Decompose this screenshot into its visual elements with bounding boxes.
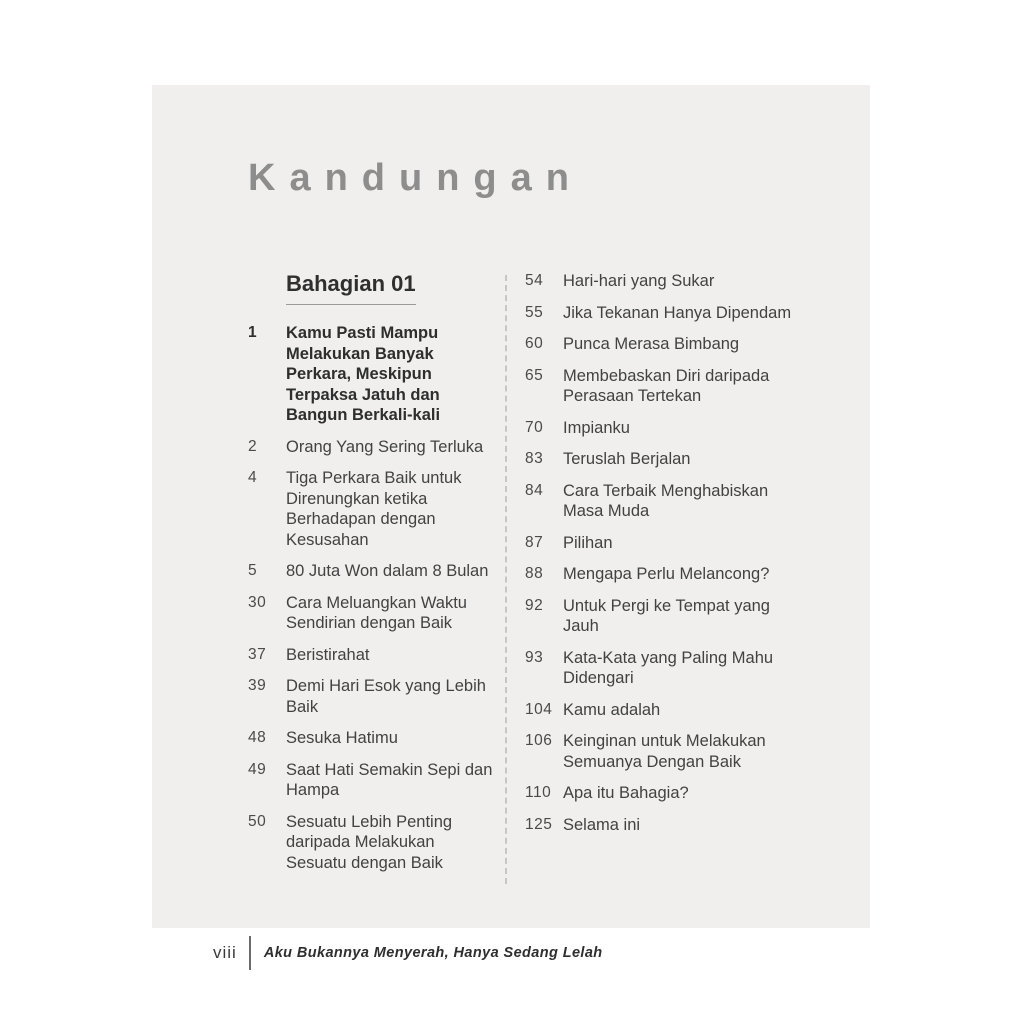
toc-entry	[248, 593, 498, 634]
toc-entry	[525, 303, 805, 324]
entry-page-number: 54	[525, 272, 544, 289]
entry-page-number: 65	[525, 366, 544, 384]
toc-entry	[525, 334, 805, 355]
entry-page-number: 55	[525, 303, 544, 321]
toc-entry	[248, 760, 498, 801]
entry-page-number: 93	[525, 648, 544, 666]
entry-title: Hari-hari yang Sukar	[563, 272, 715, 290]
entry-title: Membebaskan Diri daripada Perasaan Tertekan	[563, 366, 770, 405]
toc-entry	[525, 271, 805, 292]
entry-page-number: 92	[525, 596, 544, 614]
entry-page-number: 48	[248, 729, 267, 746]
entry-page-number: 5	[248, 562, 258, 579]
entry-page-number: 87	[525, 533, 544, 551]
entry-title: Sesuka Hatimu	[286, 729, 398, 747]
toc-entry	[525, 815, 805, 836]
entry-title: Untuk Pergi ke Tempat yang Jauh	[563, 596, 770, 635]
toc-entry	[248, 468, 498, 550]
entry-title: Mengapa Perlu Melancong?	[563, 565, 770, 583]
toc-entry	[525, 648, 805, 689]
toc-entry	[525, 783, 805, 804]
entry-page-number: 49	[248, 760, 267, 778]
entry-title: Cara Meluangkan Waktu Sendirian dengan Baik	[286, 593, 467, 632]
entry-page-number: 50	[248, 812, 267, 830]
entry-page-number: 83	[525, 450, 544, 467]
entry-title: Apa itu Bahagia?	[563, 784, 689, 802]
toc-entry	[248, 728, 498, 749]
toc-entries-left	[248, 323, 498, 873]
book-title: Aku Bukannya Menyerah, Hanya Sedang Lelah	[263, 945, 603, 961]
entry-title: Impianku	[563, 418, 630, 437]
toc-entry	[248, 812, 498, 874]
toc-entries-right	[525, 271, 805, 835]
toc-entry	[525, 366, 805, 407]
entry-title: Saat Hati Semakin Sepi dan Hampa	[286, 760, 493, 799]
entry-title: Tiga Perkara Baik untuk Direnungkan ketika Berhadapan dengan Kesusahan	[286, 469, 462, 549]
entry-title: Teruslah Berjalan	[563, 450, 691, 468]
toc-entry	[525, 596, 805, 637]
entry-page-number: 106	[525, 732, 553, 749]
entry-page-number: 2	[248, 437, 258, 455]
entry-page-number: 39	[248, 677, 267, 694]
entry-title: Kamu Pasti Mampu Melakukan Banyak Perkara, Meskipun Terpaksa Jatuh dan Bangun Berkali-kali	[286, 324, 441, 424]
folio-page-number: viii	[213, 943, 237, 962]
toc-entry	[248, 645, 498, 666]
toc-entry	[248, 437, 498, 458]
entry-page-number: 1	[248, 324, 258, 341]
page-footer	[213, 936, 603, 970]
entry-title: Kata-Kata yang Paling Mahu Didengari	[563, 648, 774, 687]
entry-title: Demi Hari Esok yang Lebih Baik	[286, 677, 486, 716]
entry-page-number: 4	[248, 469, 258, 486]
toc-entry	[248, 676, 498, 717]
toc-column-right	[525, 271, 805, 846]
toc-columns	[248, 271, 870, 884]
entry-page-number: 84	[525, 481, 544, 499]
column-divider	[505, 275, 507, 884]
toc-entry	[525, 418, 805, 439]
entry-title: Kamu adalah	[563, 700, 661, 719]
entry-title: Beristirahat	[286, 645, 370, 664]
footer-divider	[249, 936, 251, 970]
entry-title: Orang Yang Sering Terluka	[286, 437, 484, 456]
entry-title: Selama ini	[563, 815, 641, 834]
toc-entry	[248, 561, 498, 582]
entry-page-number: 104	[525, 700, 553, 718]
entry-title: 80 Juta Won dalam 8 Bulan	[286, 562, 489, 580]
toc-entry	[525, 564, 805, 585]
entry-page-number: 37	[248, 645, 267, 663]
toc-entry	[525, 731, 805, 772]
toc-entry	[248, 323, 498, 426]
entry-title: Keinginan untuk Melakukan Semuanya Dengan Baik	[563, 732, 766, 771]
toc-column-left	[248, 271, 498, 884]
entry-page-number: 60	[525, 335, 544, 352]
page-title: Kandungan	[248, 157, 583, 199]
entry-page-number: 30	[248, 593, 267, 611]
entry-page-number: 88	[525, 565, 544, 582]
section-heading: Bahagian 01	[286, 271, 416, 305]
entry-page-number: 125	[525, 815, 553, 833]
toc-entry	[525, 449, 805, 470]
toc-entry	[525, 700, 805, 721]
entry-title: Punca Merasa Bimbang	[563, 335, 740, 353]
entry-title: Sesuatu Lebih Penting daripada Melakukan Sesuatu dengan Baik	[286, 812, 453, 872]
toc-entry	[525, 481, 805, 522]
entry-page-number: 110	[525, 784, 552, 801]
entry-title: Jika Tekanan Hanya Dipendam	[563, 303, 792, 322]
contents-sheet	[152, 85, 870, 928]
entry-title: Pilihan	[563, 533, 613, 552]
entry-title: Cara Terbaik Menghabiskan Masa Muda	[563, 481, 769, 520]
entry-page-number: 70	[525, 418, 544, 436]
toc-entry	[525, 533, 805, 554]
